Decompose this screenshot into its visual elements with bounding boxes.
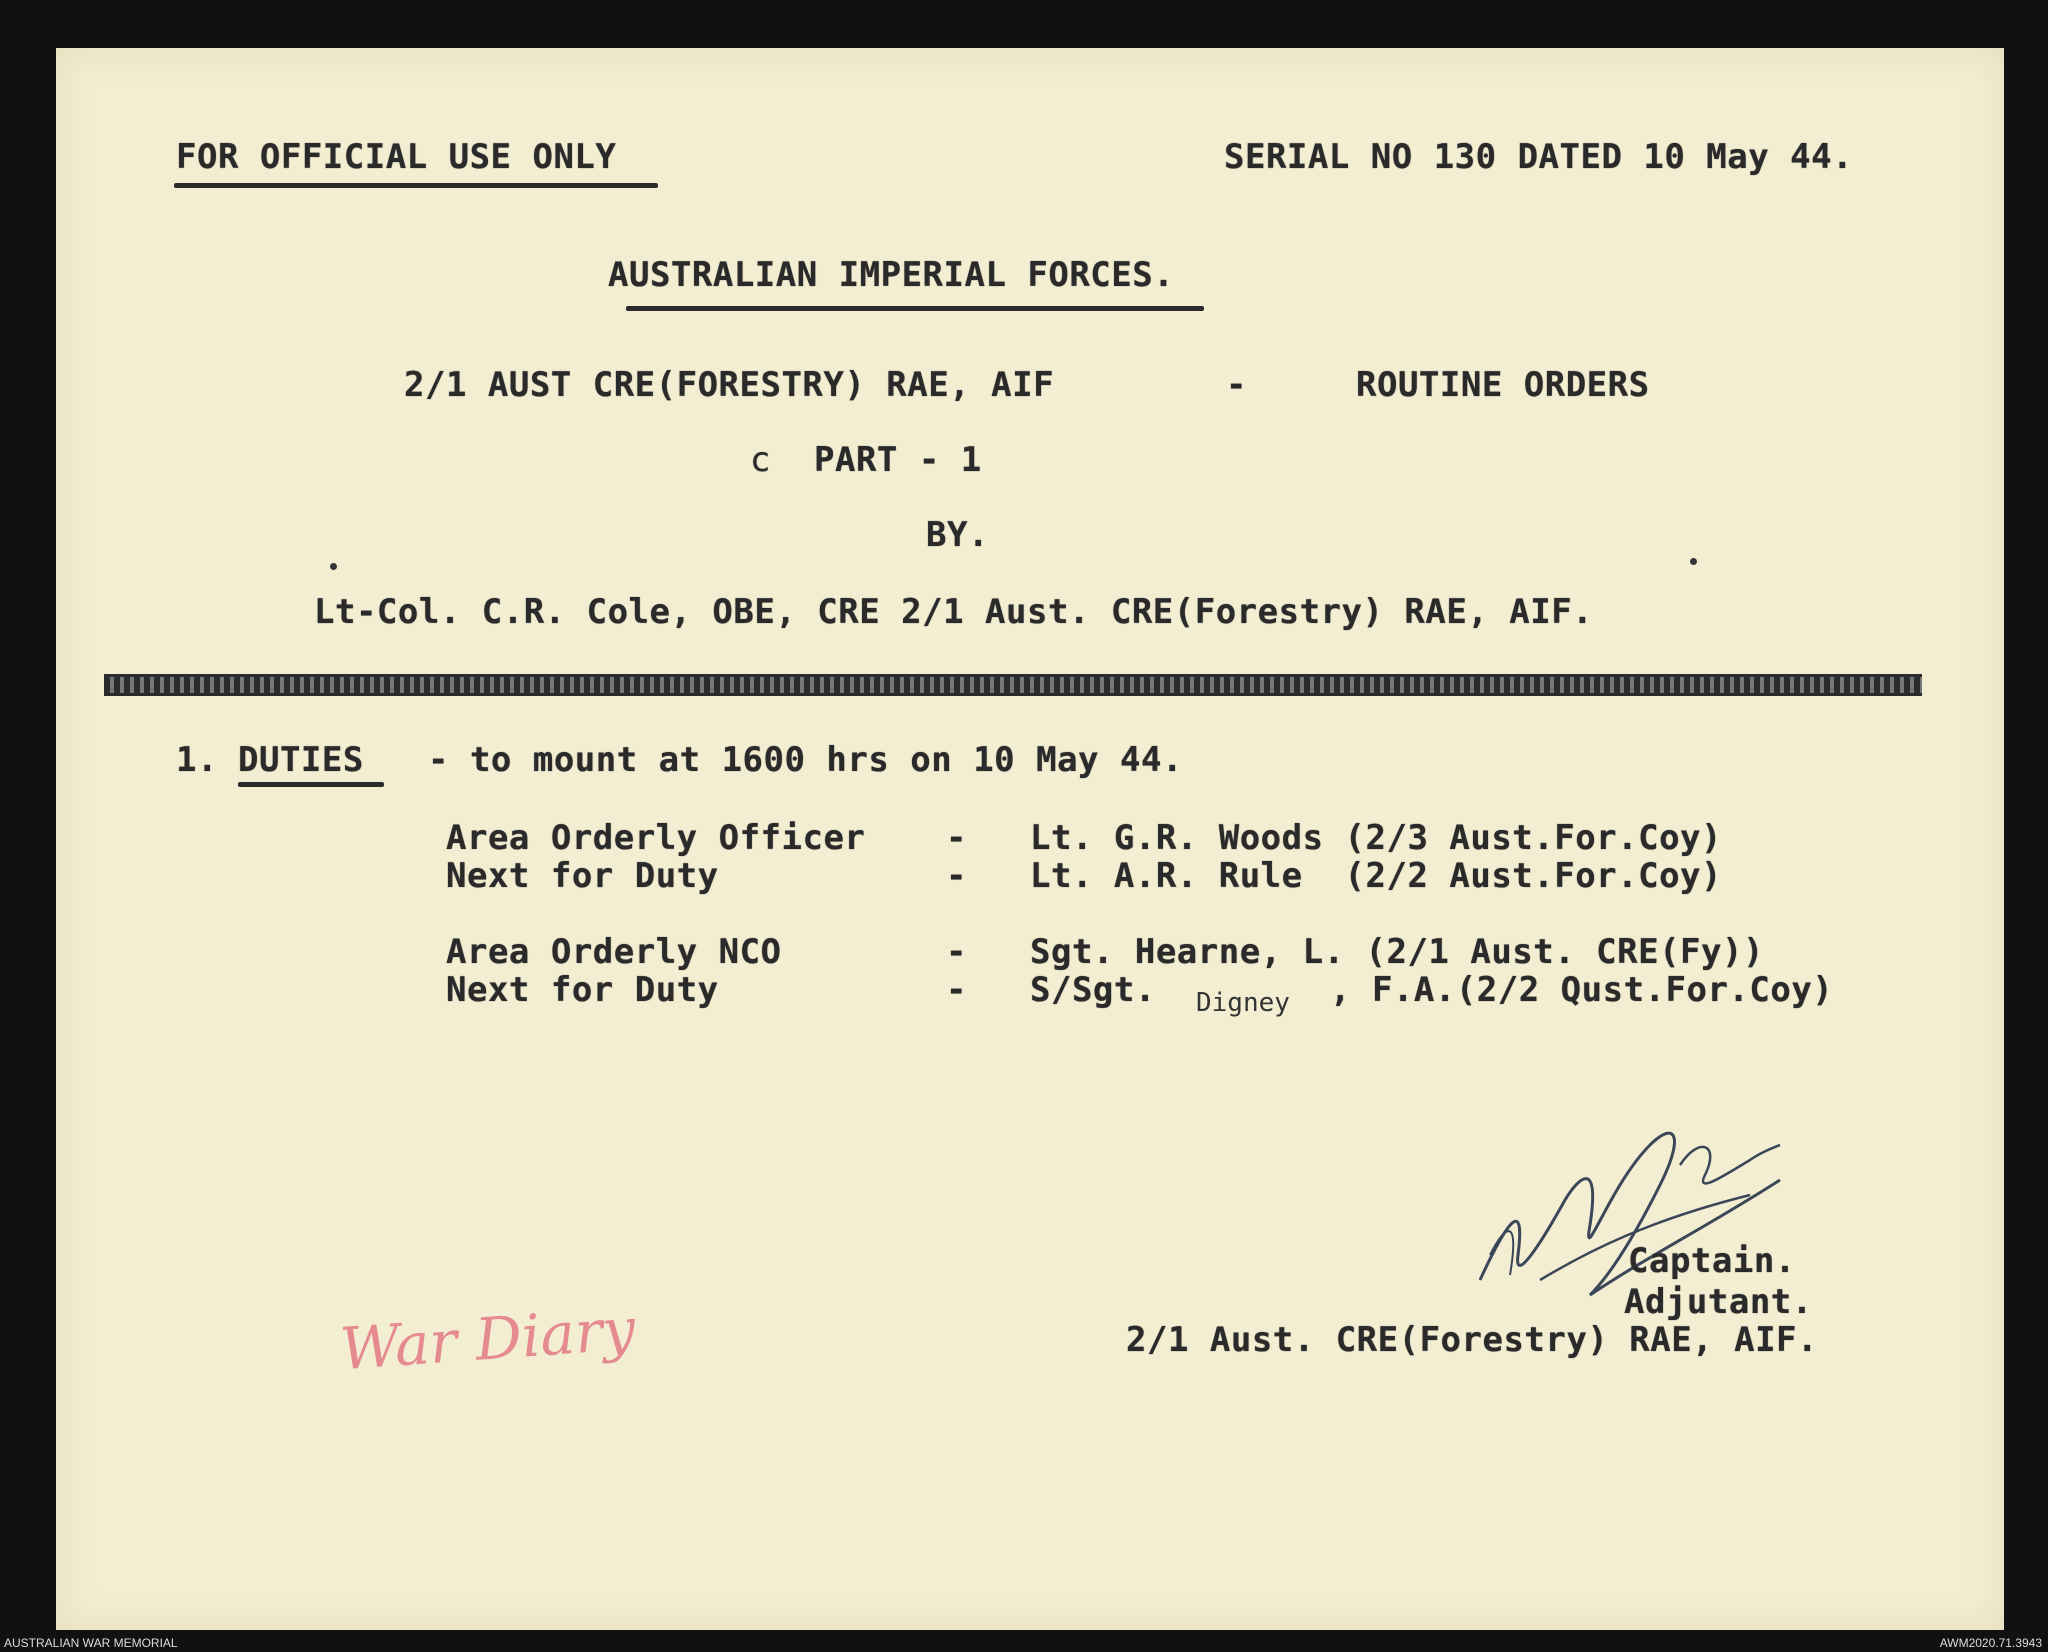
duty-name: Lt. A.R. Rule (2/2 Aust.For.Coy) [1030,856,1723,896]
classification-label: FOR OFFICIAL USE ONLY [176,137,617,177]
signature-rank: Captain. [1628,1241,1796,1281]
duty-role: Next for Duty [446,856,719,896]
part-prefix: c [750,440,771,480]
stray-dot [330,563,337,570]
archive-credit: AUSTRALIAN WAR MEMORIAL [4,1636,178,1650]
duty-name: Lt. G.R. Woods (2/3 Aust.For.Coy) [1030,818,1723,858]
duty-role: Area Orderly NCO [446,932,782,972]
section-number: 1. [176,740,218,780]
section-heading-underline [238,782,384,787]
serial-number: SERIAL NO 130 DATED 10 May 44. [1224,137,1854,177]
duty-name: Sgt. Hearne, L. (2/1 Aust. CRE(Fy)) [1030,932,1764,972]
section-heading: DUTIES [238,740,364,780]
war-diary-annotation: War Diary [337,1294,638,1384]
divider-rule [104,674,1922,696]
duty-dash: - [946,970,967,1010]
routine-orders-label: ROUTINE ORDERS [1356,365,1650,405]
part-label: PART - 1 [814,440,982,480]
commander-line: Lt-Col. C.R. Cole, OBE, CRE 2/1 Aust. CRE(Forestry) RAE, AIF. [314,592,1594,632]
duty-role: Area Orderly Officer [446,818,866,858]
duty-role: Next for Duty [446,970,719,1010]
title-dash: - [1226,365,1247,405]
unit-title: 2/1 AUST CRE(FORESTRY) RAE, AIF [404,365,1055,405]
duty-dash: - [946,856,967,896]
org-title: AUSTRALIAN IMPERIAL FORCES. [608,255,1175,295]
stray-dot [1690,558,1697,565]
duty-name-inline: Digney [1196,988,1290,1018]
signature-position: Adjutant. [1624,1282,1813,1322]
signature-unit: 2/1 Aust. CRE(Forestry) RAE, AIF. [1126,1320,1819,1360]
org-title-underline [626,306,1204,311]
classification-underline [174,183,658,188]
duty-dash: - [946,818,967,858]
duty-dash: - [946,932,967,972]
section-text: - to mount at 1600 hrs on 10 May 44. [428,740,1183,780]
archive-reference: AWM2020.71.3943 [1939,1636,2042,1650]
by-label: BY. [926,515,989,555]
duty-name-suffix: , F.A.(2/2 Qust.For.Coy) [1330,970,1834,1010]
duty-name-prefix: S/Sgt. [1030,970,1156,1010]
